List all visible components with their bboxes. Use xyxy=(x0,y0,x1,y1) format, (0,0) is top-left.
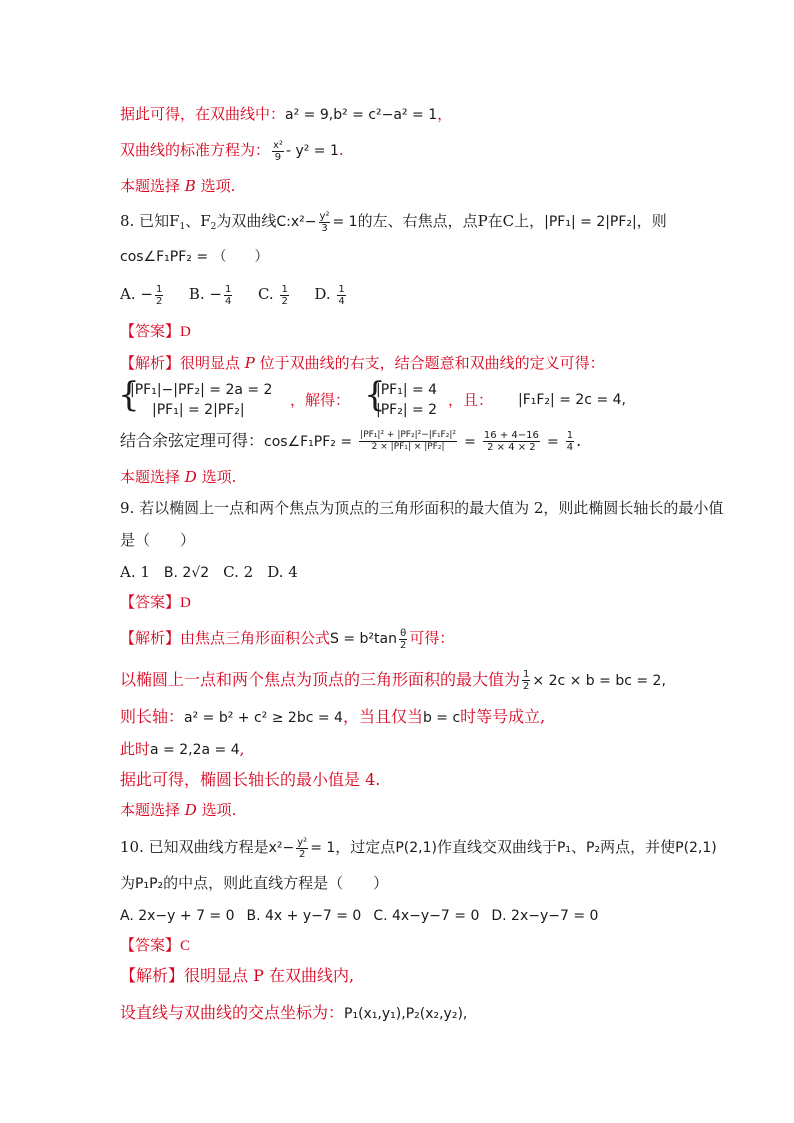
text: 10. 已知双曲线方程是 xyxy=(120,838,269,856)
question-9-line-area xyxy=(120,669,666,692)
text: 8. 已知F xyxy=(120,212,180,230)
question-9-line-a: 此时a = 2,2a = 4, xyxy=(120,740,245,758)
denominator: 2 xyxy=(523,681,530,692)
math-expr: P(2,1) xyxy=(675,840,717,856)
option-c: C. 2 xyxy=(223,563,254,581)
numerator: 1 xyxy=(225,283,232,295)
question-8-options xyxy=(120,283,348,307)
label: C. xyxy=(257,285,279,303)
text: ，且： xyxy=(448,391,494,409)
math-expr: |F₁F₂| = 2c = 4, xyxy=(518,392,626,408)
label: B. − xyxy=(188,285,223,303)
question-10-stem xyxy=(120,836,717,860)
math-expr: P₂ xyxy=(586,840,601,856)
punct: ， xyxy=(437,105,453,123)
question-10-options xyxy=(120,904,598,927)
math-expr: = xyxy=(546,434,559,450)
question-9-conclusion: 据此可得，椭圆长轴长的最小值是 4. xyxy=(120,770,381,789)
system-1 xyxy=(130,380,272,420)
numerator: |PF₁|² + |PF₂|²−|F₁F₂|² xyxy=(360,430,456,440)
text: 时等号成立, xyxy=(460,707,546,726)
text: 、 xyxy=(571,838,587,856)
option-a xyxy=(120,283,165,307)
denominator: 2 xyxy=(155,295,163,307)
numerator: y² xyxy=(319,210,330,222)
text: 两点，并使 xyxy=(600,838,676,856)
text: 可得： xyxy=(409,629,455,647)
text: 此时 xyxy=(120,740,151,758)
text: 为 xyxy=(120,874,136,892)
denominator: 4 xyxy=(225,295,232,307)
numerator: 1 xyxy=(566,430,574,441)
math-expr: b = c xyxy=(422,710,461,726)
answer-tag: 【答案】 xyxy=(120,936,181,954)
denominator: 3 xyxy=(321,222,328,234)
denominator: 2 xyxy=(299,848,306,860)
math-expr: C:x²− xyxy=(276,214,317,230)
solution-line-2 xyxy=(120,139,344,163)
fraction xyxy=(337,284,345,307)
option-b xyxy=(188,283,235,307)
denominator: 9 xyxy=(274,151,282,163)
question-9-answer xyxy=(120,591,191,614)
option-b: B. 2√2 xyxy=(163,565,210,581)
question-9-line-2: 是（ ） xyxy=(120,531,196,549)
numerator: θ xyxy=(400,627,407,639)
fraction xyxy=(224,284,232,307)
math-expr: = 1 xyxy=(310,840,336,856)
row: |PF₁| = 4 xyxy=(376,382,438,398)
text: 由焦点三角形面积公式 xyxy=(180,629,331,647)
row: |PF₁|−|PF₂| = 2a = 2 xyxy=(130,382,273,398)
text: 为双曲线 xyxy=(216,212,277,230)
fraction xyxy=(566,430,574,453)
text: 以椭圆上一点和两个焦点为顶点的三角形面积的最大值为 xyxy=(120,670,521,689)
fraction xyxy=(483,430,540,453)
numerator: x² xyxy=(273,139,283,151)
text: ，当且仅当 xyxy=(342,707,423,726)
text: 则长轴： xyxy=(120,707,185,726)
math-expr: - y² = 1 xyxy=(285,143,339,159)
text: 选项. xyxy=(195,177,236,195)
question-9-choose xyxy=(120,799,236,821)
question-8-choose xyxy=(120,466,236,488)
question-9-options xyxy=(120,561,298,584)
math-expr: a² = b² + c² ≥ 2bc = 4 xyxy=(184,710,343,726)
text: 本题选择 xyxy=(120,177,185,195)
fraction xyxy=(296,837,308,860)
numerator: 1 xyxy=(523,669,530,680)
question-8-cosine xyxy=(120,430,581,453)
var: P xyxy=(244,354,255,372)
text: 双曲线的标准方程为： xyxy=(120,141,271,159)
option-b: B. 4x + y−7 = 0 xyxy=(246,908,362,924)
question-8-line-2: cos∠F₁PF₂ = （ ） xyxy=(120,249,269,265)
denominator: 2 × |PF₁| × |PF₂| xyxy=(371,442,445,452)
option-d: D. 2x−y−7 = 0 xyxy=(491,908,599,924)
fraction xyxy=(359,430,457,453)
math-expr: a² = 9,b² = c²−a² = 1 xyxy=(285,107,438,123)
text: ，解得： xyxy=(290,391,351,409)
question-10-answer xyxy=(120,934,190,957)
option-letter: D xyxy=(184,468,197,486)
text: 结合余弦定理可得： xyxy=(120,431,265,450)
text: 位于双曲线的右支，结合题意和双曲线的定义可得： xyxy=(254,354,605,372)
answer-value: D xyxy=(180,324,191,340)
numerator: y² xyxy=(297,836,308,848)
text: 很明显点 xyxy=(180,354,245,372)
option-d xyxy=(314,283,347,307)
answer-tag: 【答案】 xyxy=(120,593,181,611)
analysis-tag: 【解析】 xyxy=(120,629,181,647)
denominator: 2 × 4 × 2 xyxy=(487,442,536,453)
question-8-answer xyxy=(120,320,191,343)
denominator: 2 xyxy=(281,295,288,307)
row: |PF₂| = 2 xyxy=(376,402,438,418)
text: 的左、右焦点，点P在C上， xyxy=(357,212,545,230)
fraction xyxy=(522,669,530,692)
answer-tag: 【答案】 xyxy=(120,322,181,340)
math-expr: × 2c × b = bc = 2, xyxy=(532,673,666,689)
fraction xyxy=(155,284,163,307)
analysis-tag: 【解析】 xyxy=(120,354,181,372)
denominator: 4 xyxy=(338,295,345,307)
option-c xyxy=(257,283,291,307)
option-a: A. 1 xyxy=(120,563,150,581)
text: 据此可得，在双曲线中： xyxy=(120,105,286,123)
math-expr: P(2,1) xyxy=(395,840,437,856)
text: ，则 xyxy=(636,212,667,230)
fraction xyxy=(319,211,331,234)
question-9-analysis xyxy=(120,627,454,651)
solution-line-1 xyxy=(120,103,452,126)
sub: 1 xyxy=(179,222,186,232)
fraction xyxy=(399,628,407,651)
system-2 xyxy=(376,380,437,420)
sub: 2 xyxy=(210,222,217,232)
math-expr: S = b²tan xyxy=(330,631,397,647)
punct: . xyxy=(338,141,344,159)
numerator: 16 + 4−16 xyxy=(483,430,539,441)
system-1-brace: { xyxy=(118,375,140,415)
text: 选项. xyxy=(196,801,237,819)
punct: . xyxy=(576,431,582,450)
question-8-analysis xyxy=(120,352,605,374)
text: 本题选择 xyxy=(120,801,185,819)
math-expr: = xyxy=(464,434,476,450)
numerator: 1 xyxy=(155,283,163,295)
row: |PF₁| = 2|PF₂| xyxy=(152,402,245,418)
math-expr: a = 2,2a = 4 xyxy=(150,742,240,758)
option-letter: D xyxy=(184,801,197,819)
denominator: 4 xyxy=(566,442,574,453)
question-10-line-points xyxy=(120,1002,467,1025)
option-d: D. 4 xyxy=(267,563,298,581)
math-expr: |PF₁| = 2|PF₂| xyxy=(544,214,637,230)
fraction xyxy=(272,140,284,163)
text: 作直线交双曲线于 xyxy=(436,838,557,856)
answer-value: D xyxy=(180,595,191,611)
question-10-analysis xyxy=(120,965,354,987)
question-10-line-2 xyxy=(120,872,388,895)
text: 的中点，则此直线方程是（ ） xyxy=(163,874,389,892)
choose-line xyxy=(120,175,235,197)
text: 很明显点 P 在双曲线内, xyxy=(184,966,355,985)
answer-value: C xyxy=(180,938,191,954)
math-expr: P₁ xyxy=(556,840,572,856)
text: 本题选择 xyxy=(120,468,185,486)
text: 、F xyxy=(185,212,211,230)
text: 选项. xyxy=(196,468,237,486)
question-9-line-axis xyxy=(120,706,545,729)
math-expr: x²− xyxy=(268,840,295,856)
math-expr: = 1 xyxy=(332,214,358,230)
denominator: 2 xyxy=(400,639,407,651)
numerator: 1 xyxy=(281,283,288,295)
question-8-stem xyxy=(120,210,667,234)
label: A. − xyxy=(120,285,153,303)
analysis-tag: 【解析】 xyxy=(120,966,185,985)
option-a: A. 2x−y + 7 = 0 xyxy=(120,908,235,924)
math-expr: P₁P₂ xyxy=(135,876,164,892)
fraction xyxy=(280,284,288,307)
system-2-brace: { xyxy=(364,375,386,415)
math-expr: P₁(x₁,y₁),P₂(x₂,y₂), xyxy=(344,1006,468,1022)
option-c: C. 4x−y−7 = 0 xyxy=(373,908,480,924)
numerator: 1 xyxy=(338,283,345,295)
question-9-stem: 9. 若以椭圆上一点和两个焦点为顶点的三角形面积的最大值为 2，则此椭圆长轴长的最小值 xyxy=(120,499,724,517)
option-letter: B xyxy=(184,177,196,195)
math-expr: cos∠F₁PF₂ = xyxy=(264,434,353,450)
label: D. xyxy=(314,285,336,303)
text: 设直线与双曲线的交点坐标为： xyxy=(120,1003,345,1022)
text: ，过定点 xyxy=(335,838,396,856)
